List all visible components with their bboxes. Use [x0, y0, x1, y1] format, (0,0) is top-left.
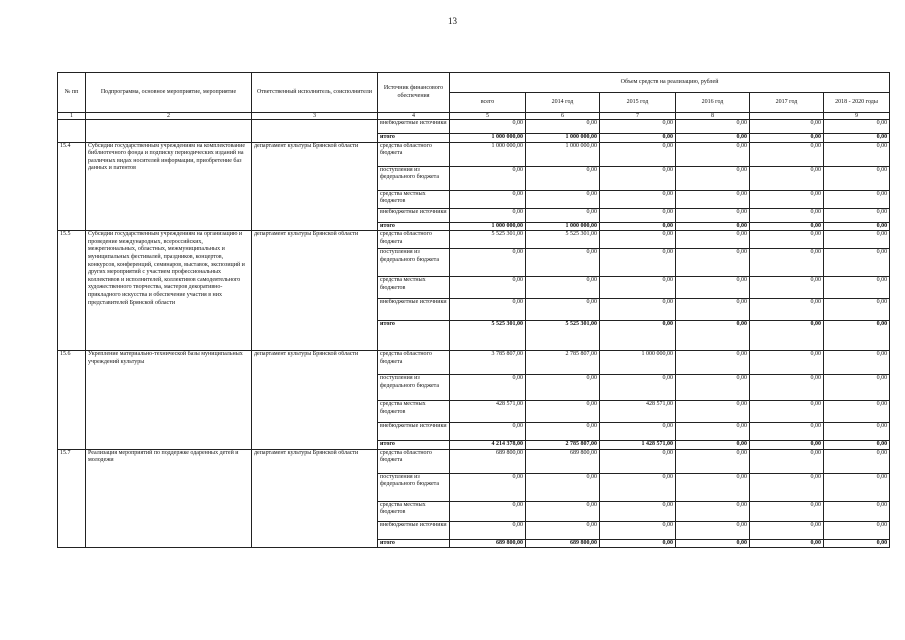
value-cell: 689 800,00	[526, 449, 600, 473]
value-cell: 0,00	[450, 166, 526, 190]
value-cell: 0,00	[526, 473, 600, 501]
measure-name: Укрепление материально-технической базы муниципальных учреждений культуры	[86, 351, 252, 450]
header-year: всего	[450, 93, 526, 113]
source-cell: средства местных бюджетов	[378, 277, 450, 299]
value-cell: 0,00	[824, 249, 890, 277]
header-volume: Объем средств на реализацию, рублей	[450, 73, 890, 93]
value-cell: 0,00	[750, 351, 824, 375]
executor-cell	[252, 120, 378, 143]
value-cell: 0,00	[824, 231, 890, 249]
value-cell: 0,00	[750, 375, 824, 401]
value-cell: 0,00	[600, 277, 676, 299]
value-cell: 0,00	[526, 375, 600, 401]
value-cell: 428 571,00	[450, 401, 526, 423]
value-cell: 0,00	[600, 501, 676, 521]
value-cell: 0,00	[450, 120, 526, 134]
index-cell: 1	[58, 113, 86, 120]
value-cell: 0,00	[526, 190, 600, 208]
source-cell: внебюджетные источники	[378, 120, 450, 134]
value-cell: 0,00	[526, 501, 600, 521]
value-cell: 0,00	[450, 208, 526, 222]
value-cell: 0,00	[676, 375, 750, 401]
header-year: 2016 год	[676, 93, 750, 113]
value-cell: 0,00	[750, 277, 824, 299]
value-cell: 0,00	[600, 521, 676, 539]
value-cell: 0,00	[750, 441, 824, 450]
financing-table	[57, 72, 890, 548]
value-cell: 0,00	[824, 375, 890, 401]
value-cell: 3 785 807,00	[450, 351, 526, 375]
value-cell: 0,00	[824, 142, 890, 166]
value-cell: 0,00	[526, 208, 600, 222]
value-cell: 5 525 301,00	[526, 231, 600, 249]
value-cell: 0,00	[600, 208, 676, 222]
value-cell: 0,00	[526, 249, 600, 277]
source-cell: средства областного бюджета	[378, 449, 450, 473]
value-cell: 0,00	[600, 375, 676, 401]
table-row	[58, 449, 890, 473]
value-cell: 0,00	[676, 321, 750, 351]
value-cell: 0,00	[750, 222, 824, 231]
table-row	[58, 142, 890, 166]
value-cell: 0,00	[824, 539, 890, 548]
value-cell: 0,00	[450, 423, 526, 441]
measure-number: 15.6	[58, 351, 86, 450]
value-cell: 0,00	[676, 401, 750, 423]
value-cell: 0,00	[600, 249, 676, 277]
value-cell: 0,00	[824, 401, 890, 423]
value-cell: 5 525 301,00	[450, 231, 526, 249]
value-cell: 0,00	[824, 449, 890, 473]
value-cell: 0,00	[824, 473, 890, 501]
value-cell: 0,00	[750, 501, 824, 521]
value-cell: 0,00	[676, 501, 750, 521]
value-cell: 0,00	[600, 222, 676, 231]
value-cell: 0,00	[450, 190, 526, 208]
value-cell: 0,00	[750, 299, 824, 321]
program-cell	[86, 120, 252, 143]
source-cell: средства местных бюджетов	[378, 501, 450, 521]
table-body	[58, 120, 890, 548]
value-cell: 0,00	[750, 190, 824, 208]
measure-number: 15.7	[58, 449, 86, 548]
value-cell: 0,00	[824, 166, 890, 190]
value-cell: 0,00	[750, 249, 824, 277]
value-cell: 0,00	[600, 231, 676, 249]
index-cell: 4	[378, 113, 450, 120]
measure-executor: департамент культуры Брянской области	[252, 231, 378, 351]
value-cell: 0,00	[600, 166, 676, 190]
header-executor: Ответственный исполнитель, соисполнители	[252, 73, 378, 113]
value-cell: 0,00	[676, 521, 750, 539]
index-cell: 8	[676, 113, 750, 120]
value-cell: 0,00	[750, 166, 824, 190]
value-cell: 0,00	[676, 166, 750, 190]
value-cell: 0,00	[450, 501, 526, 521]
value-cell: 0,00	[750, 142, 824, 166]
index-cell: 7	[600, 113, 676, 120]
value-cell: 0,00	[676, 539, 750, 548]
value-cell: 0,00	[676, 473, 750, 501]
source-cell: внебюджетные источники	[378, 299, 450, 321]
measure-name: Субсидии государственным учреждениям на организацию и проведение международных, всероссийских, межрегиональных, областных, межмуниципальных и муниципальных фестивалей, праздников, концертов, конкурсов, конференций, семинаров, выставок, экспозиций и других мероприятий с участием профессиональных коллективов и исполнителей, коллективов самодеятельного художественного творчества, мастеров декоративно-прикладного искусства и обеспечение участия в них представителей Брянской области	[86, 231, 252, 351]
measure-executor: департамент культуры Брянской области	[252, 351, 378, 450]
value-cell: 0,00	[824, 501, 890, 521]
measure-executor: департамент культуры Брянской области	[252, 449, 378, 548]
source-cell: внебюджетные источники	[378, 423, 450, 441]
table-row	[58, 351, 890, 375]
value-cell: 0,00	[676, 222, 750, 231]
value-cell: 1 000 000,00	[526, 134, 600, 143]
value-cell: 0,00	[450, 249, 526, 277]
source-cell: средства местных бюджетов	[378, 190, 450, 208]
value-cell: 1 428 571,00	[600, 441, 676, 450]
source-cell: средства областного бюджета	[378, 142, 450, 166]
source-cell: итого	[378, 441, 450, 450]
header-year: 2018 - 2020 годы	[824, 93, 890, 113]
measure-name: Реализация мероприятий по поддержке одаренных детей и молодежи	[86, 449, 252, 548]
value-cell: 1 000 000,00	[600, 351, 676, 375]
value-cell: 0,00	[750, 134, 824, 143]
value-cell: 0,00	[526, 120, 600, 134]
value-cell: 0,00	[526, 521, 600, 539]
value-cell: 1 000 000,00	[526, 222, 600, 231]
value-cell: 0,00	[676, 231, 750, 249]
value-cell: 0,00	[526, 166, 600, 190]
value-cell: 689 800,00	[450, 449, 526, 473]
value-cell: 0,00	[526, 401, 600, 423]
value-cell: 0,00	[676, 134, 750, 143]
value-cell: 0,00	[824, 222, 890, 231]
value-cell: 0,00	[450, 521, 526, 539]
value-cell: 0,00	[824, 423, 890, 441]
source-cell: средства областного бюджета	[378, 351, 450, 375]
value-cell: 0,00	[676, 299, 750, 321]
value-cell: 0,00	[676, 120, 750, 134]
index-cell: 9	[824, 113, 890, 120]
value-cell: 0,00	[750, 423, 824, 441]
value-cell: 0,00	[676, 249, 750, 277]
value-cell: 0,00	[600, 120, 676, 134]
value-cell: 0,00	[676, 351, 750, 375]
value-cell: 0,00	[676, 277, 750, 299]
value-cell: 0,00	[824, 299, 890, 321]
value-cell: 0,00	[450, 375, 526, 401]
value-cell: 0,00	[824, 321, 890, 351]
measure-number: 15.5	[58, 231, 86, 351]
value-cell: 0,00	[750, 321, 824, 351]
value-cell: 0,00	[676, 190, 750, 208]
value-cell: 0,00	[750, 231, 824, 249]
value-cell: 0,00	[450, 473, 526, 501]
value-cell: 0,00	[526, 423, 600, 441]
source-cell: поступления из федерального бюджета	[378, 166, 450, 190]
index-cell: 3	[252, 113, 378, 120]
header-year: 2015 год	[600, 93, 676, 113]
value-cell: 428 571,00	[600, 401, 676, 423]
table-row	[58, 231, 890, 249]
value-cell: 0,00	[676, 423, 750, 441]
source-cell: внебюджетные источники	[378, 521, 450, 539]
value-cell: 0,00	[824, 441, 890, 450]
value-cell: 0,00	[750, 449, 824, 473]
source-cell: итого	[378, 222, 450, 231]
value-cell: 0,00	[600, 449, 676, 473]
header-num: № пп	[58, 73, 86, 113]
source-cell: итого	[378, 134, 450, 143]
value-cell: 0,00	[824, 208, 890, 222]
source-cell: внебюджетные источники	[378, 208, 450, 222]
value-cell: 0,00	[600, 142, 676, 166]
value-cell: 0,00	[750, 401, 824, 423]
value-cell: 2 785 807,00	[526, 351, 600, 375]
value-cell: 0,00	[450, 277, 526, 299]
index-cell: 2	[86, 113, 252, 120]
value-cell: 4 214 378,00	[450, 441, 526, 450]
measure-name: Субсидии государственным учреждениям на комплектование библиотечного фонда и подписку периодических изданий на различных видах носителей информации, приобретение баз данных и патентов	[86, 142, 252, 231]
value-cell: 0,00	[600, 423, 676, 441]
value-cell: 0,00	[676, 441, 750, 450]
value-cell: 5 525 301,00	[526, 321, 600, 351]
value-cell: 0,00	[824, 190, 890, 208]
value-cell: 0,00	[526, 277, 600, 299]
value-cell: 0,00	[824, 277, 890, 299]
value-cell: 0,00	[750, 120, 824, 134]
value-cell: 0,00	[824, 351, 890, 375]
source-cell: итого	[378, 321, 450, 351]
value-cell: 689 800,00	[526, 539, 600, 548]
header-year: 2017 год	[750, 93, 824, 113]
header-program: Подпрограмма, основное мероприятие, мероприятие	[86, 73, 252, 113]
index-cell: 6	[526, 113, 600, 120]
value-cell: 0,00	[824, 120, 890, 134]
source-cell: средства областного бюджета	[378, 231, 450, 249]
value-cell: 0,00	[750, 473, 824, 501]
value-cell: 689 800,00	[450, 539, 526, 548]
value-cell: 0,00	[676, 208, 750, 222]
value-cell: 1 000 000,00	[526, 142, 600, 166]
value-cell: 0,00	[750, 539, 824, 548]
index-cell	[750, 113, 824, 120]
value-cell: 0,00	[600, 539, 676, 548]
value-cell: 0,00	[600, 299, 676, 321]
header-year: 2014 год	[526, 93, 600, 113]
header-source: Источник финансового обеспечения	[378, 73, 450, 113]
measure-executor: департамент культуры Брянской области	[252, 142, 378, 231]
value-cell: 0,00	[824, 521, 890, 539]
value-cell: 1 000 000,00	[450, 222, 526, 231]
value-cell: 1 000 000,00	[450, 142, 526, 166]
source-cell: средства местных бюджетов	[378, 401, 450, 423]
value-cell: 0,00	[824, 134, 890, 143]
value-cell: 0,00	[600, 321, 676, 351]
source-cell: поступления из федерального бюджета	[378, 473, 450, 501]
value-cell: 1 000 000,00	[450, 134, 526, 143]
num-cell	[58, 120, 86, 143]
source-cell: поступления из федерального бюджета	[378, 249, 450, 277]
value-cell: 0,00	[750, 208, 824, 222]
value-cell: 0,00	[526, 299, 600, 321]
value-cell: 2 785 807,00	[526, 441, 600, 450]
index-cell: 5	[450, 113, 526, 120]
value-cell: 0,00	[450, 299, 526, 321]
value-cell: 0,00	[676, 449, 750, 473]
value-cell: 0,00	[600, 190, 676, 208]
measure-number: 15.4	[58, 142, 86, 231]
value-cell: 0,00	[600, 134, 676, 143]
page-number: 13	[448, 16, 457, 26]
source-cell: поступления из федерального бюджета	[378, 375, 450, 401]
value-cell: 0,00	[750, 521, 824, 539]
value-cell: 0,00	[676, 142, 750, 166]
value-cell: 5 525 301,00	[450, 321, 526, 351]
table-row	[58, 120, 890, 134]
value-cell: 0,00	[600, 473, 676, 501]
source-cell: итого	[378, 539, 450, 548]
